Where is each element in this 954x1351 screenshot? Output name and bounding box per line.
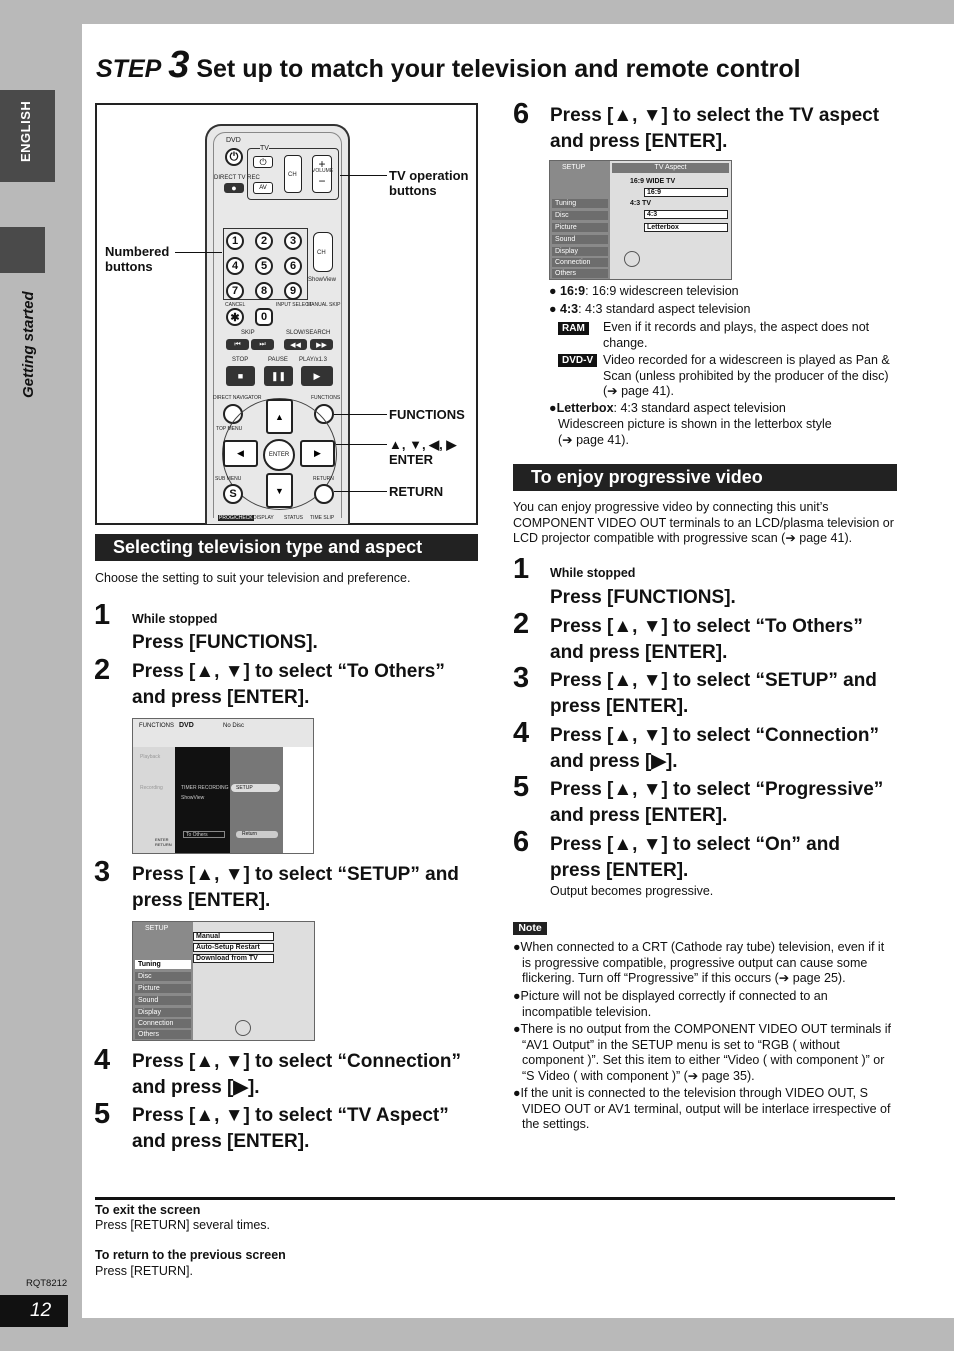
remote-label-direct-navigator: DIRECT NAVIGATOR [213,395,262,401]
prog-step-4-text: Press [▲, ▼] to select “Connection” and press [▶]. [550,725,880,772]
remote-label-play: PLAY/x1.3 [299,357,327,363]
prog-step-6-text: Press [▲, ▼] to select “On” and press [ENTER]. [550,834,840,881]
note-item-4: ●If the unit is connected to the television through VIDEO OUT, S VIDEO OUT or AV1 terminal, output will be interlace irrespective of the settings. [513,1086,891,1132]
footer-prev-title: To return to the previous screen [95,1248,286,1262]
remote-label-pause: PAUSE [268,357,288,363]
functions-screen-disc-status: No Disc [223,723,245,729]
tv-aspect-menu-display: Display [552,247,608,256]
note-item-2: ●Picture will not be displayed correctly if connected to an incompatible television. [513,989,828,1019]
functions-screen-dvd: DVD [179,722,194,729]
functions-item-showview: ShowView [181,795,205,801]
aspect-169-desc: : 16:9 widescreen television [585,284,739,298]
prog-result: Output becomes progressive. [550,884,714,898]
tv-aspect-nav-hint-icon [624,251,640,267]
model-number: RQT8212 [26,1278,68,1289]
ram-badge: RAM [558,322,589,335]
down-arrow-icon: ▼ [266,473,293,508]
up-arrow-icon: ▲ [266,399,293,434]
sub-menu-button: S [223,484,243,504]
remote-label-volume: VOLUME [312,168,334,174]
callout-tv-operation-line [340,175,387,176]
pause-icon: ❚❚ [264,366,293,386]
page-title [96,44,801,87]
aspect-43-line: ● 4:3: 4:3 standard aspect television [549,302,751,316]
note-item-1: ●When connected to a CRT (Cathode ray tube) television, even if it is progressive compatible, progressive output can cause some flickering. Turn off “Progressive” if this occurs (➔ page 25). [513,940,885,986]
aspect-letterbox-line: ●Letterbox: 4:3 standard aspect television [549,401,786,415]
step-4-text: Press [▲, ▼] to select “Connection” and press [▶]. [132,1051,462,1098]
setup-option-auto-setup-restart: Auto-Setup Restart [193,943,274,952]
remote-label-input-select: INPUT SELECT [276,302,312,308]
section-title-tv-aspect: Selecting television type and aspect [95,534,478,561]
section-title-progressive: To enjoy progressive video [513,464,897,491]
tv-aspect-menu-disc: Disc [552,211,608,220]
title-step-number: 3 [168,44,190,86]
prog-step-2-text: Press [▲, ▼] to select “To Others” and press [ENTER]. [550,616,863,663]
step-3-text: Press [▲, ▼] to select “SETUP” and press [ENTER]. [132,864,459,911]
setup-menu-connection: Connection [135,1019,191,1028]
functions-item-setup: SETUP [231,784,280,792]
number-button-3: 3 [284,232,302,250]
remote-label-direct-tv-rec: DIRECT TV REC [214,175,260,181]
aspect-43-term: 4:3 [560,302,579,316]
stop-icon: ■ [226,366,255,386]
aspect-169-line: ● 16:9: 16:9 widescreen television [549,284,739,298]
prog-step-6-number: 6 [513,826,530,858]
tv-volume-rocker: + − [312,155,332,193]
tv-aspect-screen-header: SETUP [562,164,586,171]
aspect-letterbox-line3: (➔ page 41). [558,433,629,447]
enter-button: ENTER [263,439,295,471]
rewind-icon: ◀◀ [284,339,307,350]
remote-label-ch-main: CH [317,250,326,256]
callout-functions: FUNCTIONS [389,407,465,422]
setup-menu-display: Display [135,1008,191,1017]
progressive-intro: You can enjoy progressive video by connecting this unit’s COMPONENT VIDEO OUT terminals to an LCD/plasma television or LCD projector compatible with progressive scan (➔ page 41). [513,500,894,546]
remote-label-showview: ShowView [308,277,336,283]
aspect-letterbox-term: Letterbox [556,401,614,415]
footer-prev-text: Press [RETURN]. [95,1264,193,1278]
setup-screen [132,921,315,1041]
remote-label-dvd: DVD [226,137,241,144]
number-button-6: 6 [284,257,302,275]
tv-aspect-menu-connection: Connection [552,258,608,267]
remote-label-manual-skip: MANUAL SKIP [307,302,341,308]
functions-row-playback: Playback [140,754,161,760]
callout-return-line [334,491,387,492]
page-number: 12 [0,1295,68,1327]
footer-exit-text: Press [RETURN] several times. [95,1218,271,1232]
title-text: Set up to match your television and remote control [196,55,801,83]
record-icon: ● [224,183,244,193]
step-1-condition: While stopped [132,612,218,626]
functions-screen-header: FUNCTIONS [139,723,174,729]
number-button-9: 9 [284,282,302,300]
section-side-label: Getting started [20,291,37,398]
step-3-number: 3 [94,856,111,888]
callout-numbered: Numbered buttons [105,244,170,274]
step-1-text: Press [FUNCTIONS]. [132,632,318,653]
return-button [314,484,334,504]
callout-tv-operation: TV operation buttons [389,168,469,198]
remote-label-slow-search: SLOW/SEARCH [286,330,331,336]
step-6-number: 6 [513,98,530,130]
remote-label-display: DISPLAY [253,515,274,521]
right-arrow-icon: ▶ [300,440,335,467]
fast-forward-icon: ▶▶ [310,339,333,350]
remote-label-tv: TV [260,145,269,152]
aspect-letterbox-line2: Widescreen picture is shown in the letterbox style [558,417,832,431]
setup-menu-tuning: Tuning [135,960,191,969]
remote-label-time-slip: TIME SLIP [310,515,335,521]
cancel-icon: ✱ [226,308,244,326]
setup-menu-picture: Picture [135,984,191,993]
prog-step-1-condition: While stopped [550,566,636,580]
tv-aspect-option-letterbox: Letterbox [644,223,728,232]
setup-menu-sound: Sound [135,996,191,1005]
note-badge: Note [513,922,547,935]
tv-aspect-menu-others: Others [552,269,608,278]
functions-return: Return [236,831,278,838]
language-tab-label: ENGLISH [18,100,33,162]
tv-aspect-group-wide: 16:9 WIDE TV [630,178,676,185]
tv-aspect-screen [549,160,732,280]
remote-label-functions: FUNCTIONS [311,395,341,401]
tv-aspect-menu-sound: Sound [552,235,608,244]
tv-aspect-option-43: 4:3 [644,210,728,219]
left-arrow-icon: ◀ [223,440,258,467]
tv-aspect-menu-tuning: Tuning [552,199,608,208]
number-button-8: 8 [255,282,273,300]
step-6-text: Press [▲, ▼] to select the TV aspect and press [ENTER]. [550,105,880,152]
tv-av-button: AV [253,182,273,194]
section-tab [0,227,45,273]
number-button-1: 1 [226,232,244,250]
step-1-number: 1 [94,599,111,631]
remote-label-return: RETURN [313,476,334,482]
footer-exit-title: To exit the screen [95,1203,201,1217]
prog-step-3-text: Press [▲, ▼] to select “SETUP” and press [ENTER]. [550,670,877,717]
step-2-number: 2 [94,654,111,686]
footer-rule [95,1197,895,1200]
functions-item-timer-recording: TIMER RECORDING [181,785,229,791]
remote-label-top-menu: TOP MENU [216,426,243,432]
tv-aspect-option-169: 16:9 [644,188,728,197]
number-button-0: 0 [255,308,273,326]
setup-nav-hint-icon [235,1020,251,1036]
callout-arrows-enter: ▲, ▼, ◀, ▶ ENTER [389,437,457,467]
step-5-text: Press [▲, ▼] to select “TV Aspect” and press [ENTER]. [132,1105,449,1152]
remote-label-ch: CH [288,172,297,178]
remote-label-stop: STOP [232,357,249,363]
setup-screen-header: SETUP [145,925,169,932]
callout-arrows-line [336,444,387,445]
remote-label-cancel: CANCEL [225,302,246,308]
prog-step-5-text: Press [▲, ▼] to select “Progressive” and press [ENTER]. [550,779,884,826]
prog-step-4-number: 4 [513,717,530,749]
functions-to-others: To Others [183,831,225,838]
setup-option-manual: Manual [193,932,274,941]
remote-label-sub-menu: SUB MENU [215,476,242,482]
dvd-v-badge: DVD-V [558,354,597,367]
remote-label-status: STATUS [284,515,303,521]
tv-aspect-panel-title: TV Aspect [612,163,729,173]
prog-step-3-number: 3 [513,662,530,694]
callout-numbered-line [175,252,222,253]
aspect-letterbox-desc: : 4:3 standard aspect television [613,401,786,415]
tv-power-icon: ⏻ [253,156,273,168]
callout-return: RETURN [389,484,444,499]
setup-menu-others: Others [135,1030,191,1039]
prog-step-1-number: 1 [513,553,530,585]
aspect-169-term: 16:9 [560,284,586,298]
ram-note: Even if it records and plays, the aspect does not change. [603,320,870,350]
power-icon: ⏻ [225,148,243,166]
number-button-4: 4 [226,257,244,275]
prog-step-5-number: 5 [513,771,530,803]
tv-aspect-menu-picture: Picture [552,223,608,232]
step-4-number: 4 [94,1044,111,1076]
functions-screen [132,718,314,854]
functions-enter-return-hint: ENTER RETURN [155,837,172,847]
setup-option-download-from-tv: Download from TV [193,954,274,963]
note-item-3: ●There is no output from the COMPONENT VIDEO OUT terminals if “AV1 Output” in the SETUP menu is set to “RGB ( without component )”. Set this item to either “Video ( with component )” or “S Video ( with component )” (➔ page 35). [513,1022,892,1084]
remote-label-skip: SKIP [241,330,255,336]
section-intro: Choose the setting to suit your television and preference. [95,571,411,585]
number-button-5: 5 [255,257,273,275]
number-button-7: 7 [226,282,244,300]
play-icon: ▶ [301,366,333,386]
skip-forward-icon: ⏭ [251,339,274,350]
language-tab [0,90,55,182]
aspect-43-desc: : 4:3 standard aspect television [578,302,751,316]
step-2-text: Press [▲, ▼] to select “To Others” and press [ENTER]. [132,661,445,708]
prog-step-2-number: 2 [513,608,530,640]
setup-menu-disc: Disc [135,972,191,981]
tv-aspect-group-43: 4:3 TV [630,200,652,207]
step-5-number: 5 [94,1098,111,1130]
functions-row-recording: Recording [140,785,163,791]
dvd-v-note: Video recorded for a widescreen is played as Pan & Scan (unless prohibited by the producer of the disc) (➔ page 41). [603,353,890,398]
prog-step-1-text: Press [FUNCTIONS]. [550,587,736,608]
title-step: STEP [96,55,162,83]
callout-functions-line [334,414,387,415]
number-button-2: 2 [255,232,273,250]
remote-label-prog-check: PROG/CHECK [219,515,253,521]
skip-back-icon: ⏮ [226,339,249,350]
